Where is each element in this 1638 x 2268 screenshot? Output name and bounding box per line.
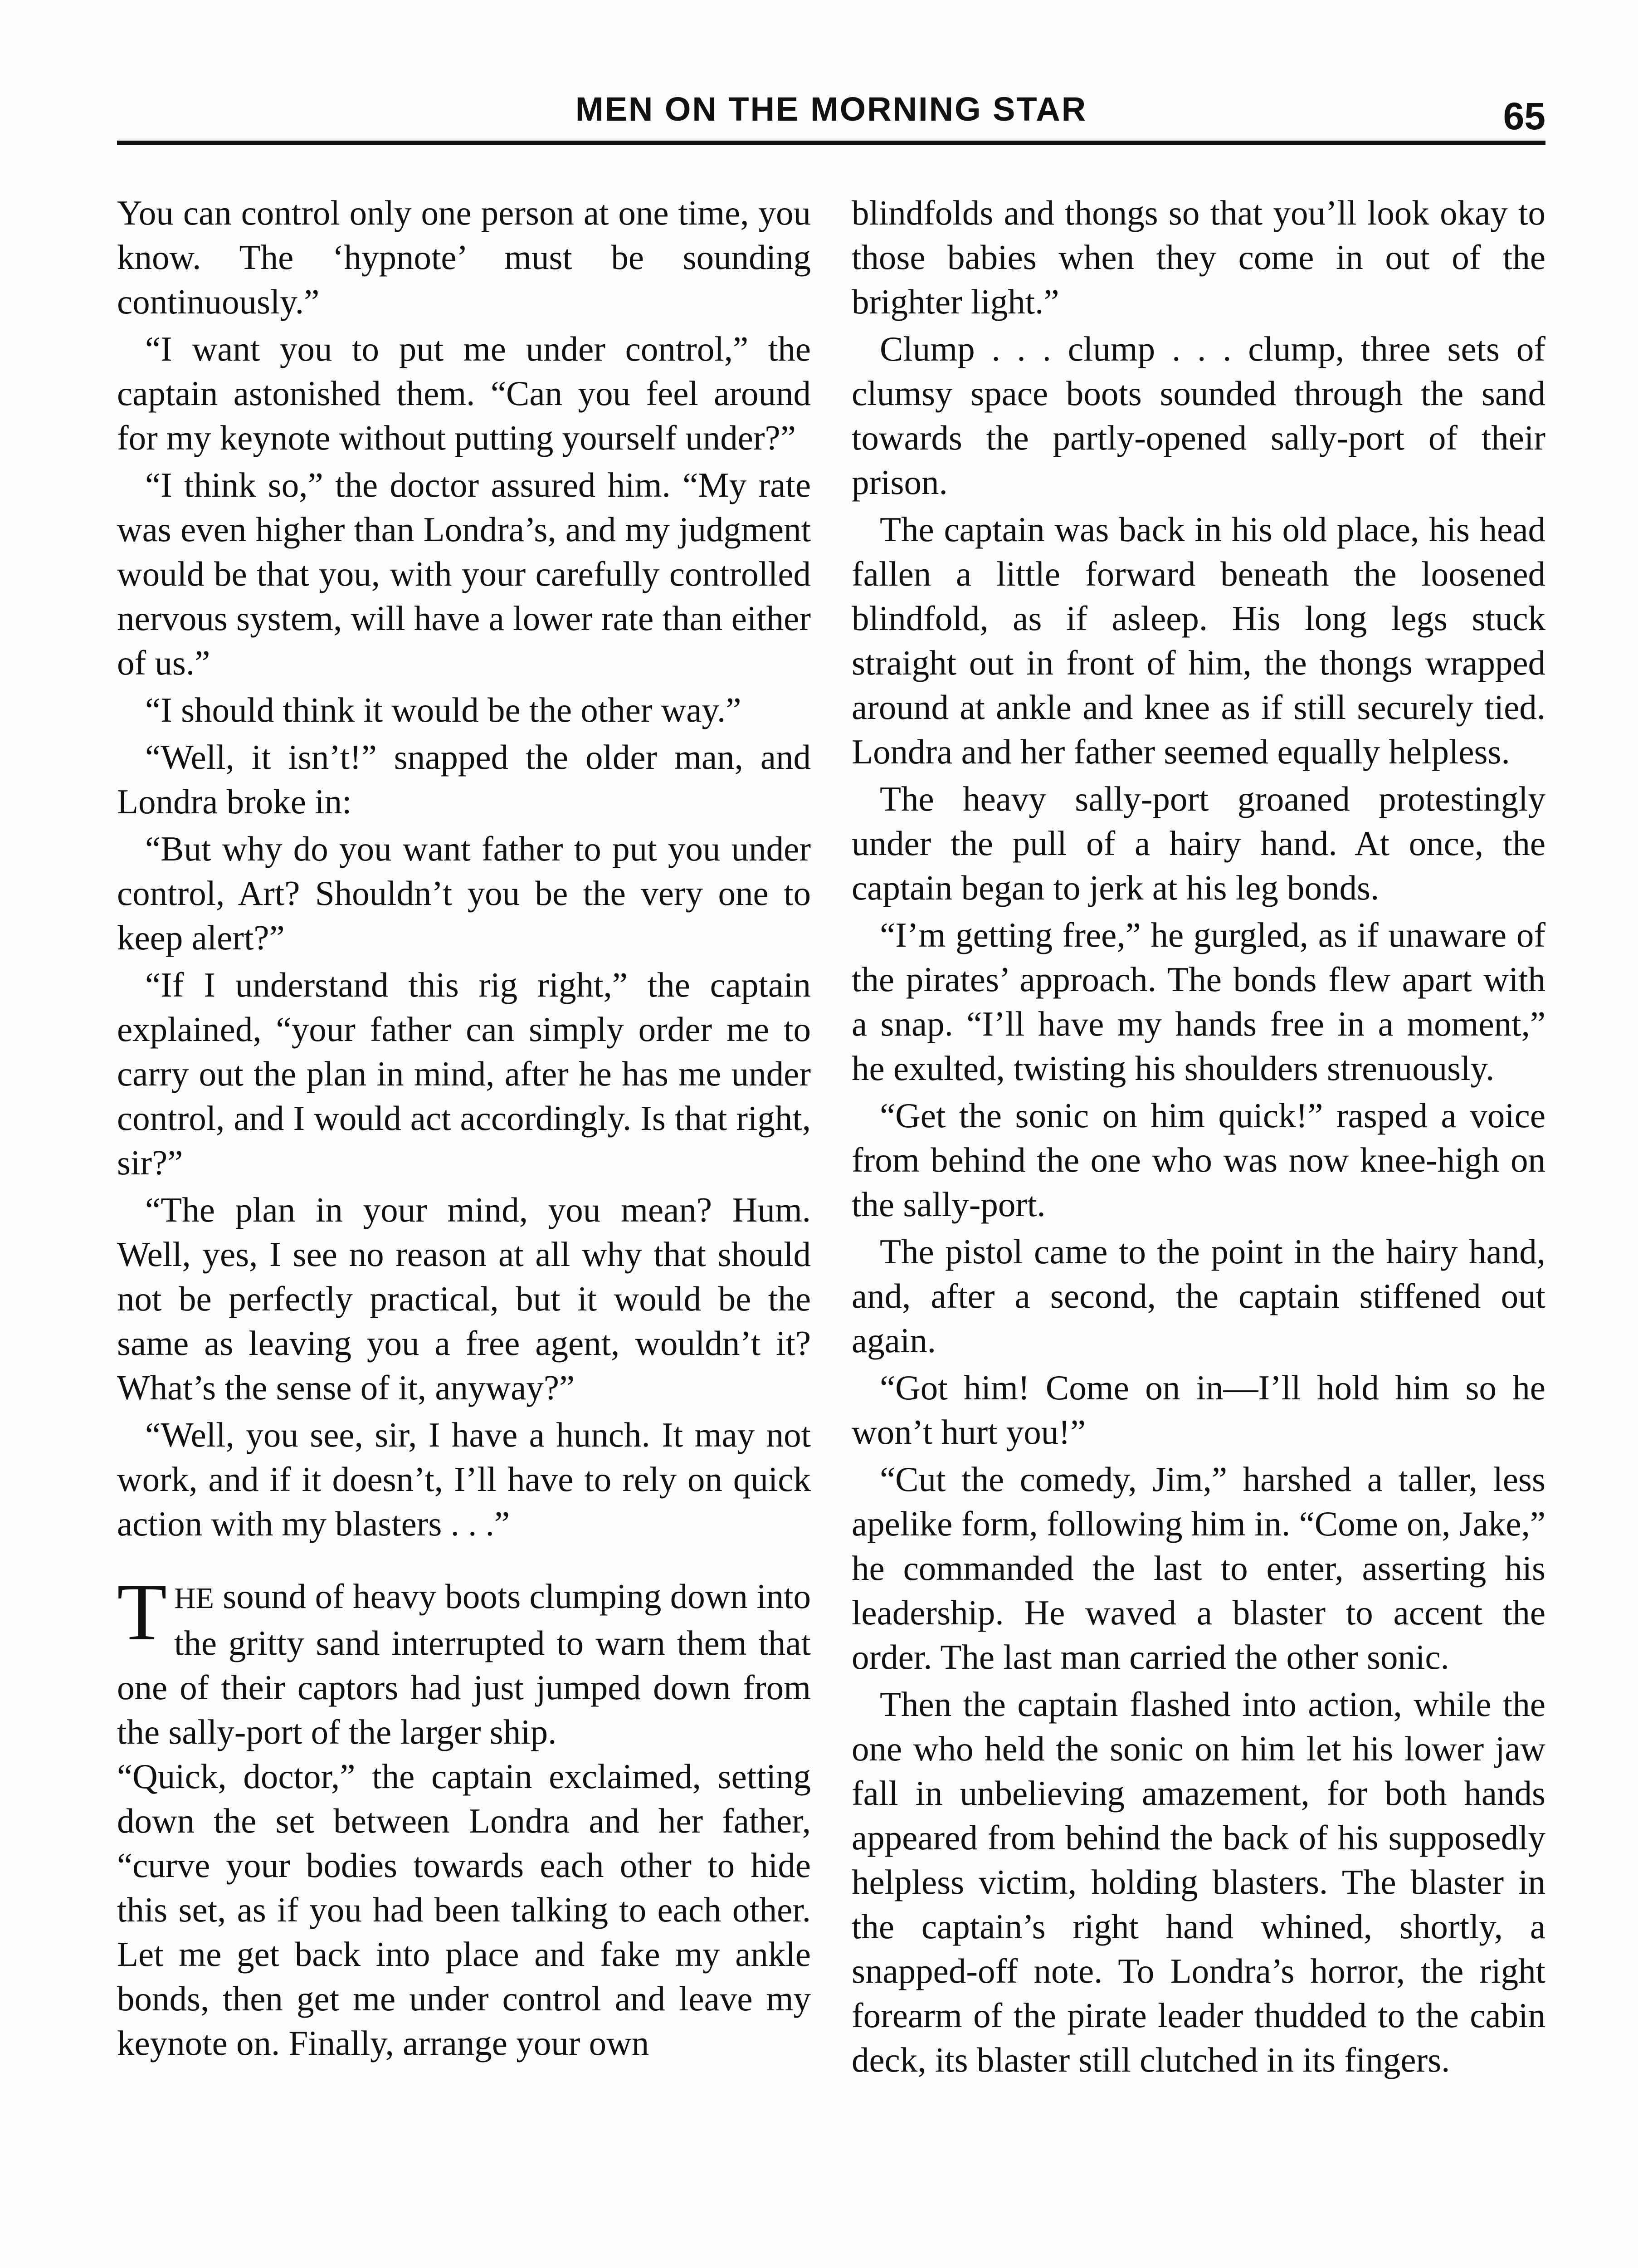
running-title: MEN ON THE MORNING STAR <box>575 90 1087 128</box>
paragraph: “I think so,” the doctor assured him. “My rate was even higher than Londra’s, and my judgment would be that you, with your carefully controlled nervous system, will have a lower rate than either of us.” <box>117 465 811 682</box>
paragraph: The captain was back in his old place, his head fallen a little forward beneath the loosened blindfold, as if asleep. His long legs stuck straight out in front of him, the thongs wrapped around at ankle and knee as if still securely tied. Londra and her father seemed equally helpless. <box>852 510 1545 771</box>
paragraph: “I want you to put me under control,” the captain astonished them. “Can you feel around for my keynote without putting yourself under?” <box>117 329 811 457</box>
drop-cap: T <box>117 1567 167 1657</box>
paragraph: “If I understand this rig right,” the captain explained, “your father can simply order me to carry out the plan in mind, after he has me under control, and I would act accordingly. Is that right, sir?” <box>117 965 811 1182</box>
paragraph: “Well, it isn’t!” snapped the older man, and Londra broke in: <box>117 738 811 821</box>
paragraph-continuation: blindfolds and thongs so that you’ll look okay to those babies when they come in out of the brighter light.” <box>852 193 1545 321</box>
page-number: 65 <box>1503 95 1545 137</box>
paragraph: “I’m getting free,” he gurgled, as if unaware of the pirates’ approach. The bonds flew apart with a snap. “I’ll have my hands free in a moment,” he exulted, twisting his shoulders strenuously. <box>852 915 1545 1088</box>
paragraph: Then the captain flashed into action, while the one who held the sonic on him let his lower jaw fall in unbelieving amazement, for both hands appeared from behind the back of his supposedly helpless victim, holding blasters. The blaster in the captain’s right hand whined, shortly, a snapped-off note. To Londra’s horror, the right forearm of the pirate leader thudded to the cabin deck, its blaster still clutched in its fingers. <box>852 1685 1545 2079</box>
paragraph: You can control only one person at one time, you know. The ‘hypnote’ must be sounding continuously.” <box>117 193 811 321</box>
paragraph: “The plan in your mind, you mean? Hum. Well, yes, I see no reason at all why that should not be perfectly practical, but it would be the same as leaving you a free agent, wouldn’t it? What’s the sense of it, anyway?” <box>117 1190 811 1407</box>
paragraph: “Get the sonic on him quick!” rasped a voice from behind the one who was now knee-high on the sally-port. <box>852 1096 1545 1224</box>
paragraph: “Quick, doctor,” the captain exclaimed, setting down the set between Londra and her father, “curve your bodies towards each other to hide this set, as if you had been talking to each other. Let me get back into place and fake my ankle bonds, then get me under control and leave my keynote on. Finally, arrange your own <box>117 1757 811 2063</box>
running-head <box>117 76 1545 144</box>
header-rule <box>117 141 1545 145</box>
right-column <box>852 191 1545 2268</box>
section-break-paragraph <box>117 1567 811 1754</box>
small-caps-lead: HE <box>174 1582 214 1615</box>
paragraph: “Got him! Come on in—I’ll hold him so he won’t hurt you!” <box>852 1368 1545 1452</box>
section-break-text: sound of heavy boots clumping down into the gritty sand interrupted to warn them that one of their captors had just jumped down from the sally-port of the larger ship. <box>117 1577 811 1751</box>
left-column <box>117 191 811 2268</box>
paragraph: The heavy sally-port groaned protestingly under the pull of a hairy hand. At once, the captain began to jerk at his leg bonds. <box>852 779 1545 907</box>
paragraph: “Well, you see, sir, I have a hunch. It may not work, and if it doesn’t, I’ll have to rely on quick action with my blasters . . .” <box>117 1415 811 1543</box>
paragraph: “But why do you want father to put you under control, Art? Shouldn’t you be the very one to keep alert?” <box>117 829 811 957</box>
paragraph: “Cut the comedy, Jim,” harshed a taller, less apelike form, following him in. “Come on, Jake,” he commanded the last to enter, asserting his leadership. He waved a blaster to accent the order. The last man carried the other sonic. <box>852 1460 1545 1677</box>
paragraph: Clump . . . clump . . . clump, three sets of clumsy space boots sounded through the sand towards the partly-opened sally-port of their prison. <box>852 329 1545 502</box>
paragraph: “I should think it would be the other way.” <box>145 690 741 729</box>
paragraph: The pistol came to the point in the hairy hand, and, after a second, the captain stiffened out again. <box>852 1232 1545 1360</box>
